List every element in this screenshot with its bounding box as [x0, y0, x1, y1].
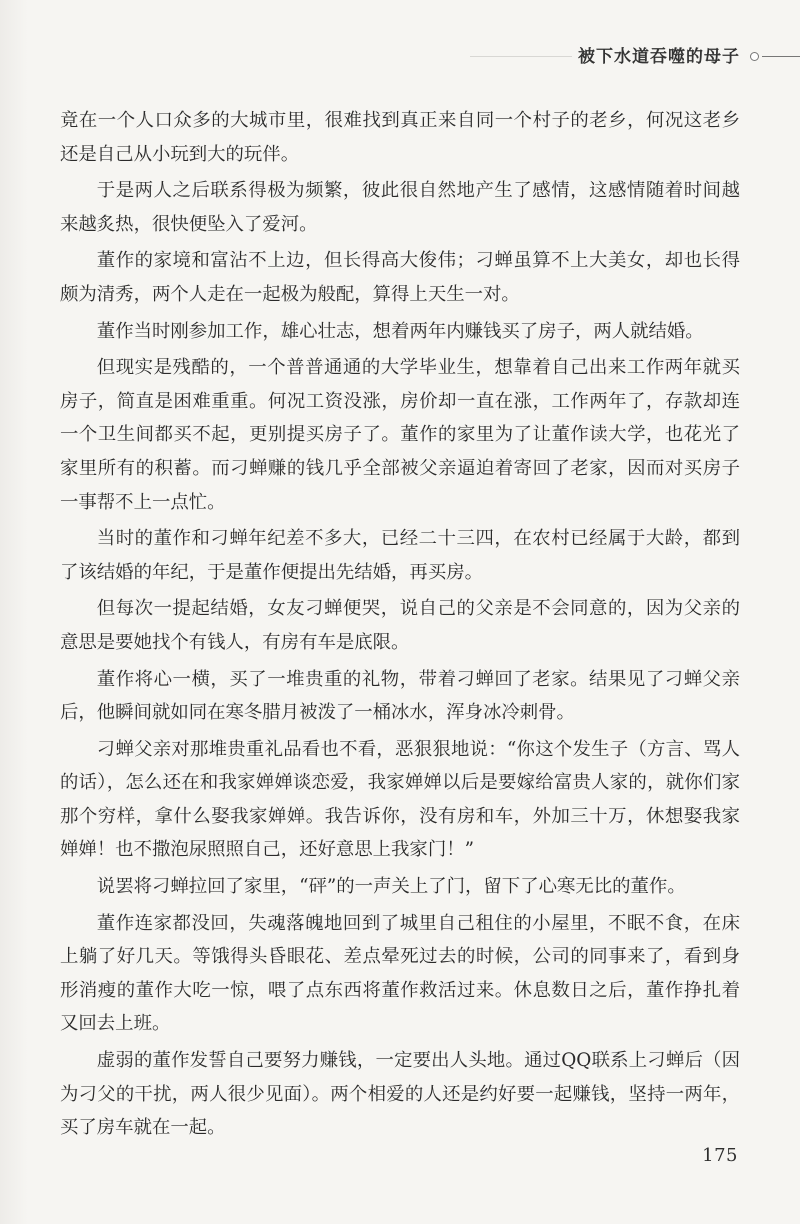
paragraph: 但现实是残酷的，一个普普通通的大学毕业生，想靠着自己出来工作两年就买房子，简直是困难重重。何况工资没涨，房价却一直在涨，工作两年了，存款却连一个卫生间都买不起，更别提买房子了。董作的家里为了让董作读大学，也花光了家里所有的积蓄。而刁蝉赚的钱几乎全部被父亲逼迫着寄回了老家，因而对买房子一事帮不上一点忙。: [60, 357, 740, 513]
paragraph: 董作连家都没回，失魂落魄地回到了城里自己租住的小屋里，不眠不食，在床上躺了好几天。等饿得头昏眼花、差点晕死过去的时候，公司的同事来了，看到身形消瘦的董作大吃一惊，喂了点东西将董作救活过来。休息数日之后，董作挣扎着又回去上班。: [60, 912, 740, 1035]
body-text: [60, 104, 740, 1148]
paragraph: 说罢将刁蝉拉回了家里，“砰”的一声关上了门，留下了心寒无比的董作。: [96, 876, 686, 898]
header-rule: [470, 56, 572, 57]
paragraph: 竟在一个人口众多的大城市里，很难找到真正来自同一个村子的老乡，何况这老乡还是自己从小玩到大的玩伴。: [60, 110, 740, 165]
header-circle-ornament: [750, 52, 759, 61]
paragraph: 董作将心一横，买了一堆贵重的礼物，带着刁蝉回了老家。结果见了刁蝉父亲后，他瞬间就如同在寒冬腊月被泼了一桶冰水，浑身冰冷刺骨。: [60, 668, 740, 724]
page-number: 175: [702, 1145, 738, 1166]
chapter-title: 被下水道吞噬的母子: [578, 47, 740, 67]
paragraph: 当时的董作和刁蝉年纪差不多大，已经二十三四，在农村已经属于大龄，都到了该结婚的年纪，于是董作便提出先结婚，再买房。: [60, 528, 740, 583]
running-header: [470, 38, 800, 78]
paragraph: 虚弱的董作发誓自己要努力赚钱，一定要出人头地。通过QQ联系上刁蝉后（因为刁父的干扰，两人很少见面）。两个相爱的人还是约好要一起赚钱，坚持一两年，买了房车就在一起。: [60, 1050, 740, 1139]
paragraph: 但每次一提起结婚，女友刁蝉便哭，说自己的父亲是不会同意的，因为父亲的意思是要她找个有钱人，有房有车是底限。: [60, 598, 740, 653]
paragraph: 刁蝉父亲对那堆贵重礼品看也不看，恶狠狠地说：“你这个发生子（方言、骂人的话），怎么还在和我家婵婵谈恋爱，我家婵婵以后是要嫁给富贵人家的，就你们家那个穷样，拿什么娶我家婵婵。我告诉你，没有房和车，外加三十万，休想娶我家婵婵！也不撒泡尿照照自己，还好意思上我家门！”: [60, 738, 740, 861]
paragraph: 于是两人之后联系得极为频繁，彼此很自然地产生了感情，这感情随着时间越来越炙热，很快便坠入了爱河。: [60, 180, 740, 235]
paragraph: 董作的家境和富沾不上边，但长得高大俊伟；刁蝉虽算不上大美女，却也长得颇为清秀，两个人走在一起极为般配，算得上天生一对。: [60, 250, 740, 305]
paragraph: 董作当时刚参加工作，雄心壮志，想着两年内赚钱买了房子，两人就结婚。: [96, 320, 704, 342]
header-tail-rule: [762, 56, 800, 57]
